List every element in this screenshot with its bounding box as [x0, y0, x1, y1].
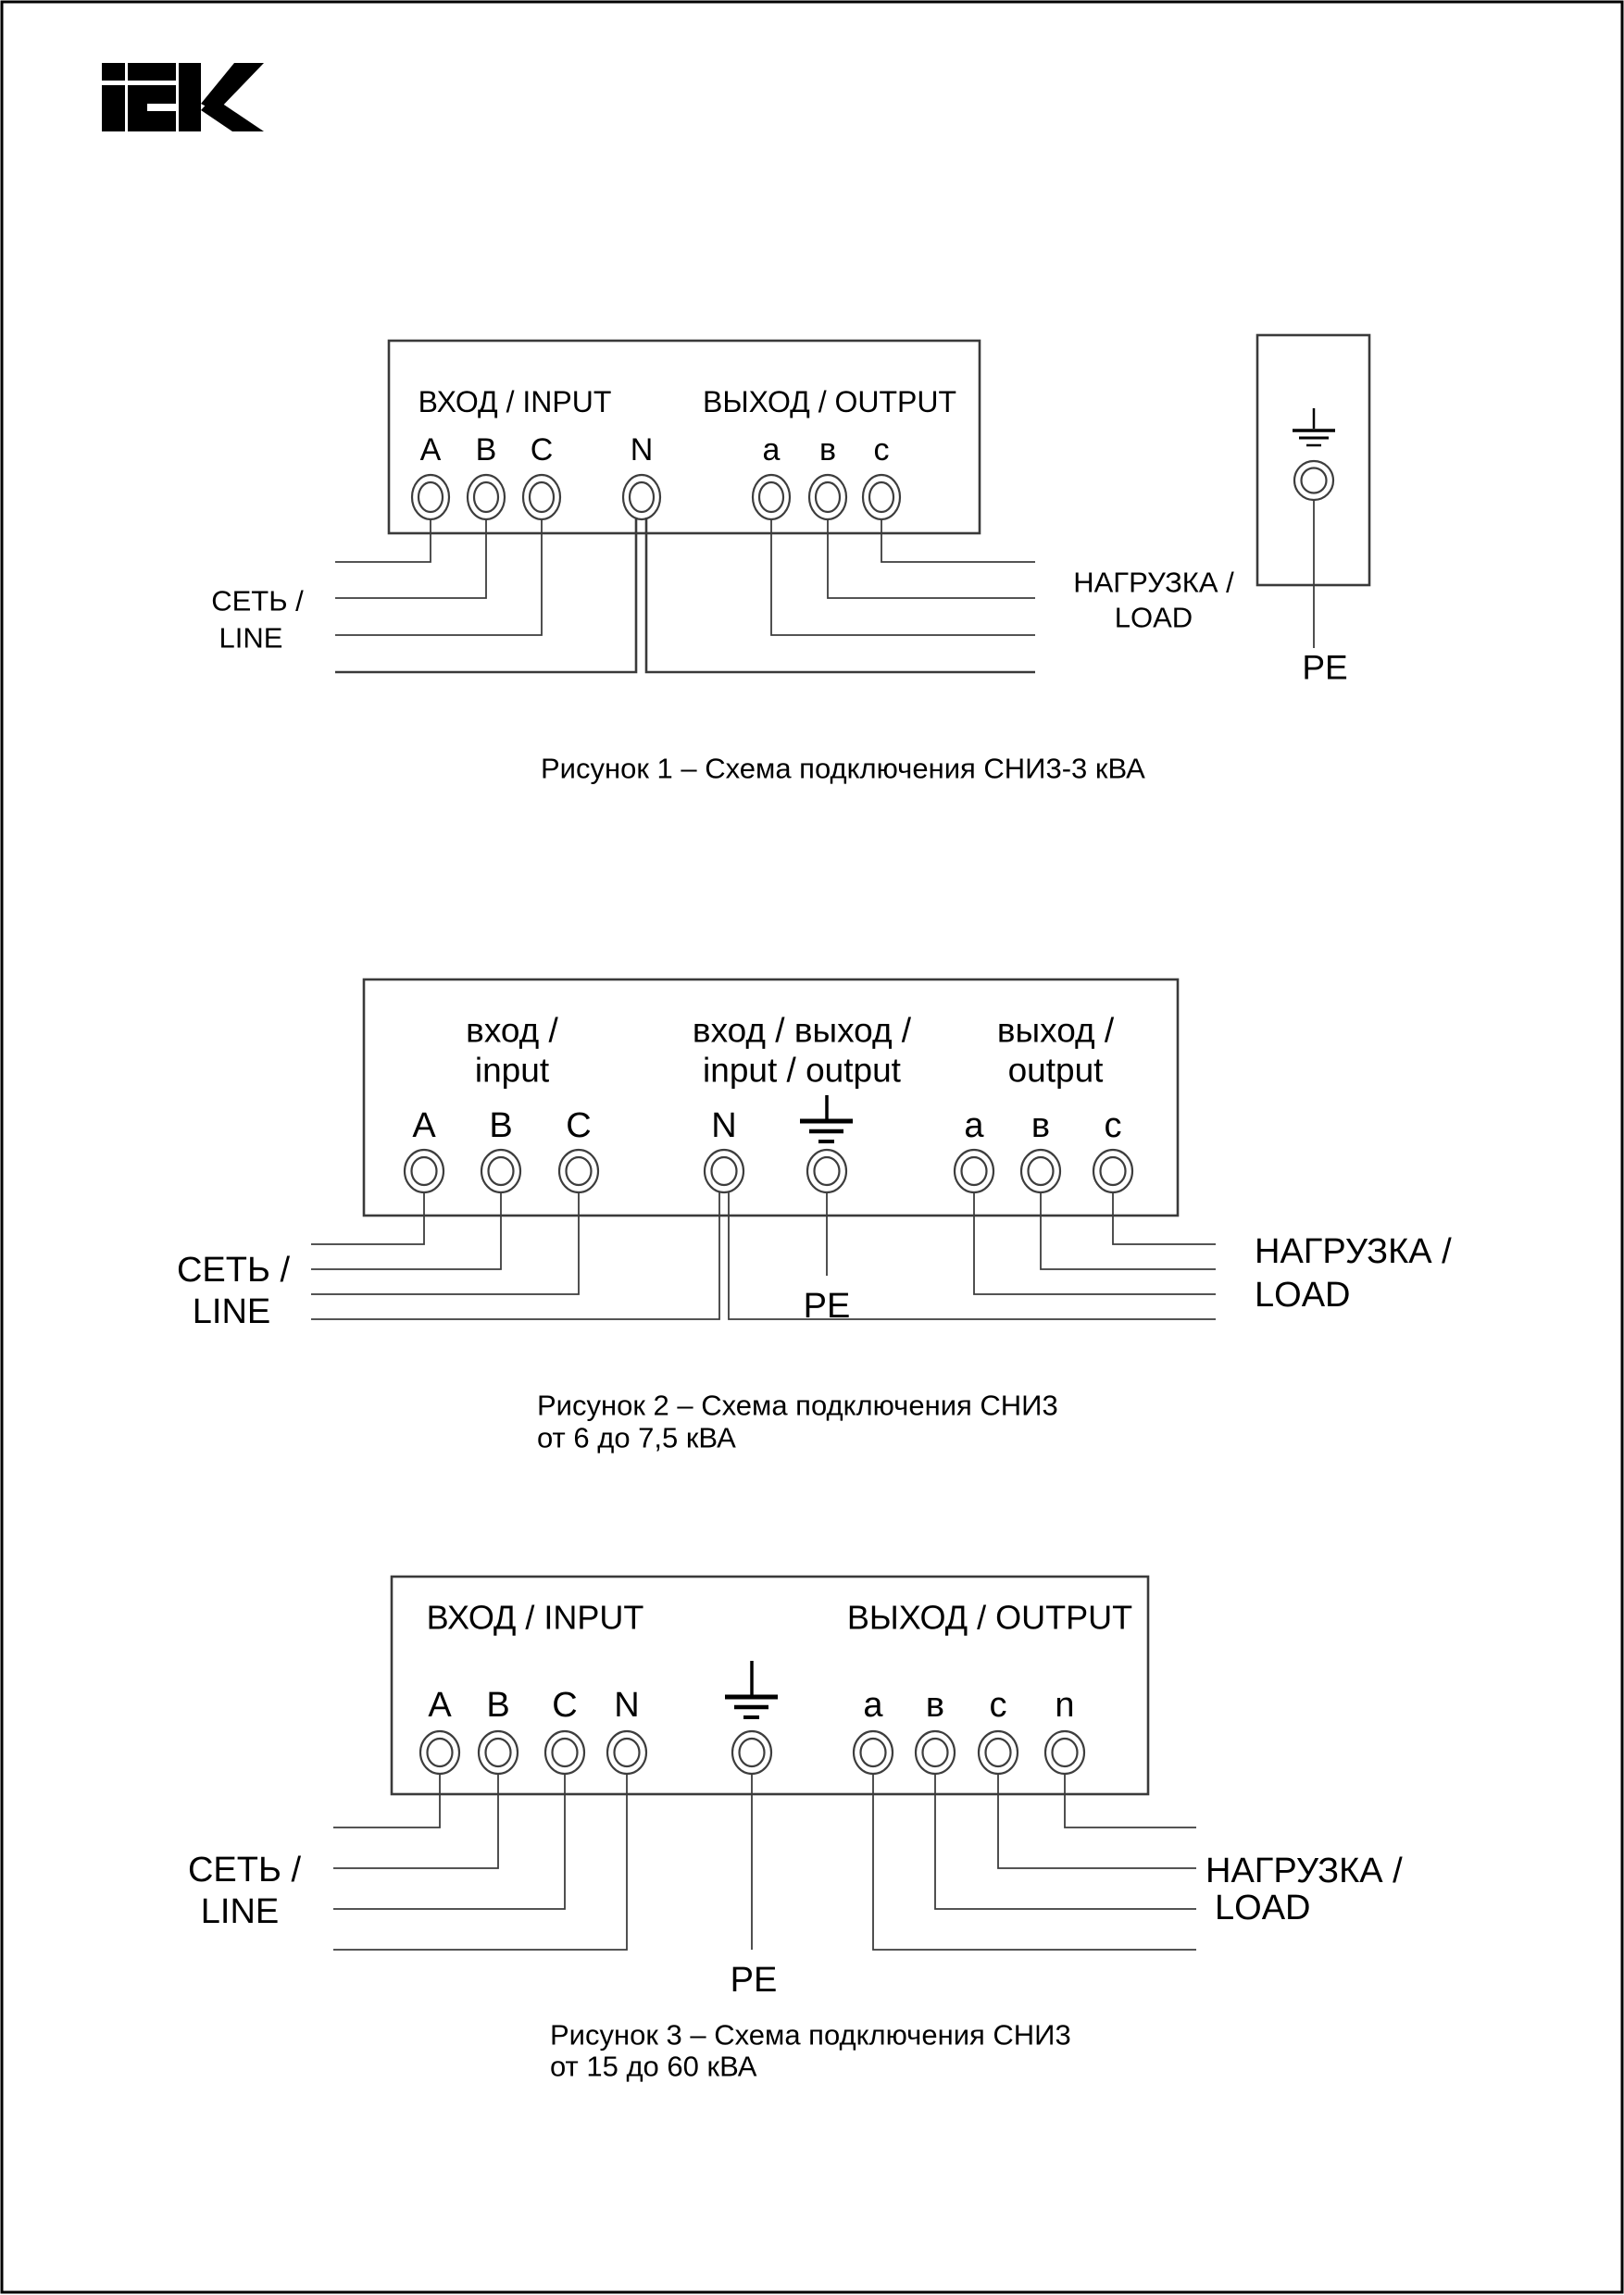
fig3-line-label-en: LINE [200, 1892, 280, 1931]
logo-e-top [128, 63, 176, 81]
fig2-terminal-PE [807, 1150, 846, 1192]
fig3-terminal-b-out [916, 1731, 955, 1774]
fig2-output-header-en: output [1007, 1051, 1104, 1090]
fig3-terminal-label-C: C [552, 1686, 578, 1725]
fig1-terminal-N [623, 475, 660, 519]
fig2-terminal-a-out [955, 1150, 993, 1192]
figure-1 [211, 335, 1369, 785]
fig2-terminal-label-C: C [566, 1106, 592, 1145]
fig1-terminal-label-B: B [475, 432, 497, 468]
fig3-terminal-n-out [1045, 1731, 1084, 1774]
fig1-terminal-c-out [863, 475, 900, 519]
iek-logo [102, 63, 264, 131]
fig3-terminal-a-out [854, 1731, 893, 1774]
fig3-terminal-PE [732, 1731, 771, 1774]
fig2-wire-C [311, 1192, 579, 1294]
fig1-pe-terminal [1294, 461, 1333, 500]
fig3-wire-c-out [998, 1774, 1196, 1868]
fig2-terminal-A [405, 1150, 443, 1192]
fig2-wire-N-right [729, 1192, 1216, 1319]
fig3-load-label-en: LOAD [1215, 1889, 1311, 1927]
fig2-terminal-c-out [1093, 1150, 1132, 1192]
logo-k-lower-arm [201, 97, 264, 131]
fig3-load-label-ru: НАГРУЗКА / [1206, 1852, 1403, 1890]
logo-e-notch [147, 104, 176, 111]
fig2-line-label-ru: СЕТЬ / [176, 1251, 291, 1290]
fig1-wire-b-out [828, 519, 1035, 598]
fig1-terminal-label-c-out: с [873, 432, 890, 468]
fig3-wire-B [333, 1774, 498, 1868]
fig1-wire-a-out [771, 519, 1035, 635]
fig1-pe-box [1257, 335, 1369, 687]
fig1-wire-A [335, 519, 431, 562]
fig2-terminal-N [705, 1150, 743, 1192]
fig3-terminal-label-N: N [614, 1686, 640, 1725]
fig2-terminal-B [481, 1150, 520, 1192]
fig2-terminal-label-a-out: а [964, 1106, 984, 1145]
fig1-wire-N-right [646, 518, 1035, 672]
fig2-inout-header-ru: вход / выход / [692, 1011, 912, 1050]
fig3-wire-n-out [1065, 1774, 1196, 1827]
fig3-wire-N [333, 1774, 627, 1950]
fig2-wire-a-out [974, 1192, 1216, 1294]
fig1-load-label-ru: НАГРУЗКА / [1073, 566, 1234, 599]
fig3-wire-A [333, 1774, 440, 1827]
page-border [2, 2, 1622, 2292]
fig3-pe-label: PE [730, 1961, 778, 2000]
fig3-output-header: ВЫХОД / OUTPUT [846, 1598, 1133, 1637]
fig2-terminal-C [559, 1150, 598, 1192]
figure3-caption-line2: от 15 до 60 кВА [550, 2050, 757, 2083]
fig2-line-label-en: LINE [192, 1292, 271, 1331]
fig2-wire-A [311, 1192, 424, 1244]
fig3-terminal-label-B: B [486, 1686, 510, 1725]
fig2-terminal-label-b-out: в [1031, 1106, 1051, 1145]
fig2-terminal-label-c-out: с [1104, 1106, 1122, 1145]
ground-icon [725, 1661, 778, 1717]
fig3-terminal-A [420, 1731, 459, 1774]
fig1-pe-label: PE [1302, 648, 1348, 687]
fig1-terminal-B [468, 475, 505, 519]
fig3-terminal-label-b-out: в [925, 1686, 945, 1725]
fig1-terminal-label-N: N [630, 432, 654, 468]
fig1-terminal-b-out [809, 475, 846, 519]
fig1-load-label-en: LOAD [1114, 601, 1193, 634]
fig3-terminal-c-out [979, 1731, 1018, 1774]
fig1-line-label-en: LINE [219, 621, 283, 655]
fig2-terminal-label-N: N [711, 1106, 737, 1145]
figure2-caption-line1: Рисунок 2 – Схема подключения СНИ3 [537, 1389, 1058, 1422]
ground-icon [800, 1095, 853, 1141]
fig2-wire-B [311, 1192, 501, 1269]
fig1-terminal-label-b-out: в [818, 432, 837, 468]
fig1-wire-c-out [881, 519, 1035, 562]
fig1-line-label-ru: СЕТЬ / [211, 584, 304, 617]
fig1-wire-C [335, 519, 542, 635]
fig1-terminal-C [523, 475, 560, 519]
figure1-caption: Рисунок 1 – Схема подключения СНИ3-3 кВА [541, 752, 1145, 785]
logo-i-stem [102, 85, 125, 131]
fig1-input-header: ВХОД / INPUT [418, 385, 612, 418]
fig1-terminal-a-out [753, 475, 790, 519]
fig2-wire-c-out [1113, 1192, 1216, 1244]
figure3-caption-line1: Рисунок 3 – Схема подключения СНИ3 [550, 2018, 1071, 2052]
fig2-output-header-ru: выход / [996, 1011, 1115, 1050]
fig2-load-label-en: LOAD [1255, 1276, 1351, 1315]
figure2-caption-line2: от 6 до 7,5 кВА [537, 1421, 736, 1454]
fig1-terminal-label-C: C [530, 432, 554, 468]
fig3-terminal-label-a-out: а [863, 1686, 883, 1725]
fig1-wire-B [335, 519, 486, 598]
fig1-terminal-A [412, 475, 449, 519]
logo-k-stem [179, 63, 201, 131]
fig3-terminal-label-c-out: с [989, 1686, 1007, 1725]
fig1-terminal-label-a-out: а [762, 432, 781, 468]
figure-2 [177, 979, 1452, 1454]
fig1-terminal-label-A: A [419, 432, 442, 468]
fig2-inout-header-en: input / output [703, 1051, 901, 1090]
fig3-line-label-ru: СЕТЬ / [187, 1851, 302, 1890]
fig1-output-header: ВЫХОД / OUTPUT [702, 385, 957, 418]
fig2-load-label-ru: НАГРУЗКА / [1255, 1232, 1452, 1271]
figure-3 [188, 1577, 1403, 2083]
fig3-terminal-N [607, 1731, 646, 1774]
fig2-wire-N-left [311, 1192, 719, 1319]
fig2-pe-label: PE [803, 1287, 851, 1326]
fig3-terminal-C [545, 1731, 584, 1774]
fig2-terminal-label-A: A [412, 1106, 436, 1145]
fig3-terminal-B [479, 1731, 518, 1774]
fig2-wire-b-out [1041, 1192, 1216, 1269]
fig2-terminal-label-B: B [489, 1106, 513, 1145]
fig3-terminal-label-n-out: n [1055, 1686, 1075, 1725]
fig2-input-header-ru: вход / [466, 1011, 558, 1050]
fig2-input-header-en: input [474, 1051, 550, 1090]
fig2-terminal-b-out [1021, 1150, 1060, 1192]
fig3-wire-a-out [873, 1774, 1196, 1950]
ground-icon [1293, 408, 1335, 445]
logo-i-dot [102, 63, 125, 81]
fig3-terminal-label-A: A [428, 1686, 452, 1725]
fig3-input-header: ВХОД / INPUT [426, 1598, 644, 1637]
